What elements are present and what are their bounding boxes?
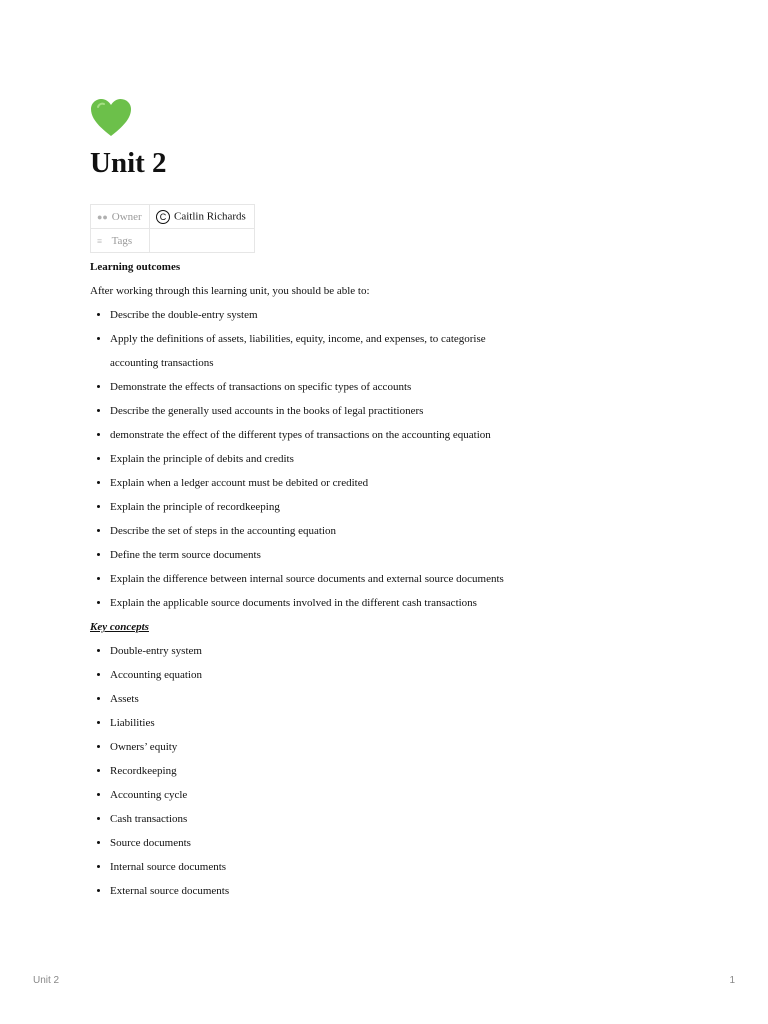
learning-outcomes-heading: Learning outcomes <box>90 261 181 273</box>
list-item: • demonstrate the effect of the different types of transactions on the accounting equation <box>110 423 530 447</box>
list-item: • Describe the set of steps in the accounting equation <box>110 519 530 543</box>
list-item: • Accounting cycle <box>110 783 530 807</box>
list-item: • Recordkeeping <box>110 759 530 783</box>
owner-property-key <box>91 205 150 229</box>
list-item: • Explain the principle of debits and credits <box>110 447 530 471</box>
owner-property-row <box>91 205 255 229</box>
list-item: • Internal source documents <box>110 855 530 879</box>
list-item: • Owners’ equity <box>110 735 530 759</box>
tags-property-value[interactable] <box>150 229 255 253</box>
tags-property-row <box>91 229 255 253</box>
footer-title: Unit 2 <box>33 975 60 986</box>
list-item: • External source documents <box>110 879 530 903</box>
list-item: • Apply the definitions of assets, liabilities, equity, income, and expenses, to categorise accounting transactions <box>110 327 530 375</box>
list-item: • Explain the principle of recordkeeping <box>110 495 530 519</box>
list-item: • Explain the difference between internal source documents and external source documents <box>110 567 530 591</box>
tags-property-key <box>91 229 150 253</box>
green-heart-icon <box>90 98 132 138</box>
list-item: • Demonstrate the effects of transactions on specific types of accounts <box>110 375 530 399</box>
page-title: Unit 2 <box>90 147 167 179</box>
list-item: • Liabilities <box>110 711 530 735</box>
properties-table <box>90 204 255 253</box>
owner-avatar: C <box>156 210 170 224</box>
page-number: 1 <box>729 975 735 986</box>
list-item: • Cash transactions <box>110 807 530 831</box>
page-content <box>90 255 530 903</box>
list-item: • Explain the applicable source documents involved in the different cash transactions <box>110 591 530 615</box>
list-item: • Accounting equation <box>110 663 530 687</box>
owner-name: Caitlin Richards <box>174 210 246 223</box>
list-item: • Source documents <box>110 831 530 855</box>
list-item: • Double-entry system <box>110 639 530 663</box>
owner-property-value[interactable] <box>150 205 255 229</box>
list-item: • Explain when a ledger account must be debited or credited <box>110 471 530 495</box>
tags-label: Tags <box>111 234 133 247</box>
list-item: • Describe the generally used accounts in the books of legal practitioners <box>110 399 530 423</box>
list-item: • Assets <box>110 687 530 711</box>
owner-label: Owner <box>111 210 142 223</box>
list-icon: ≡ <box>97 235 103 246</box>
list-item: • Describe the double-entry system <box>110 303 530 327</box>
learning-outcomes-intro: After working through this learning unit, you should be able to: <box>90 285 370 297</box>
learning-outcomes-list <box>90 303 530 615</box>
people-icon: ●● <box>97 211 108 222</box>
list-item: • Define the term source documents <box>110 543 530 567</box>
key-concepts-list <box>90 639 530 903</box>
key-concepts-heading: Key concepts <box>90 621 149 633</box>
